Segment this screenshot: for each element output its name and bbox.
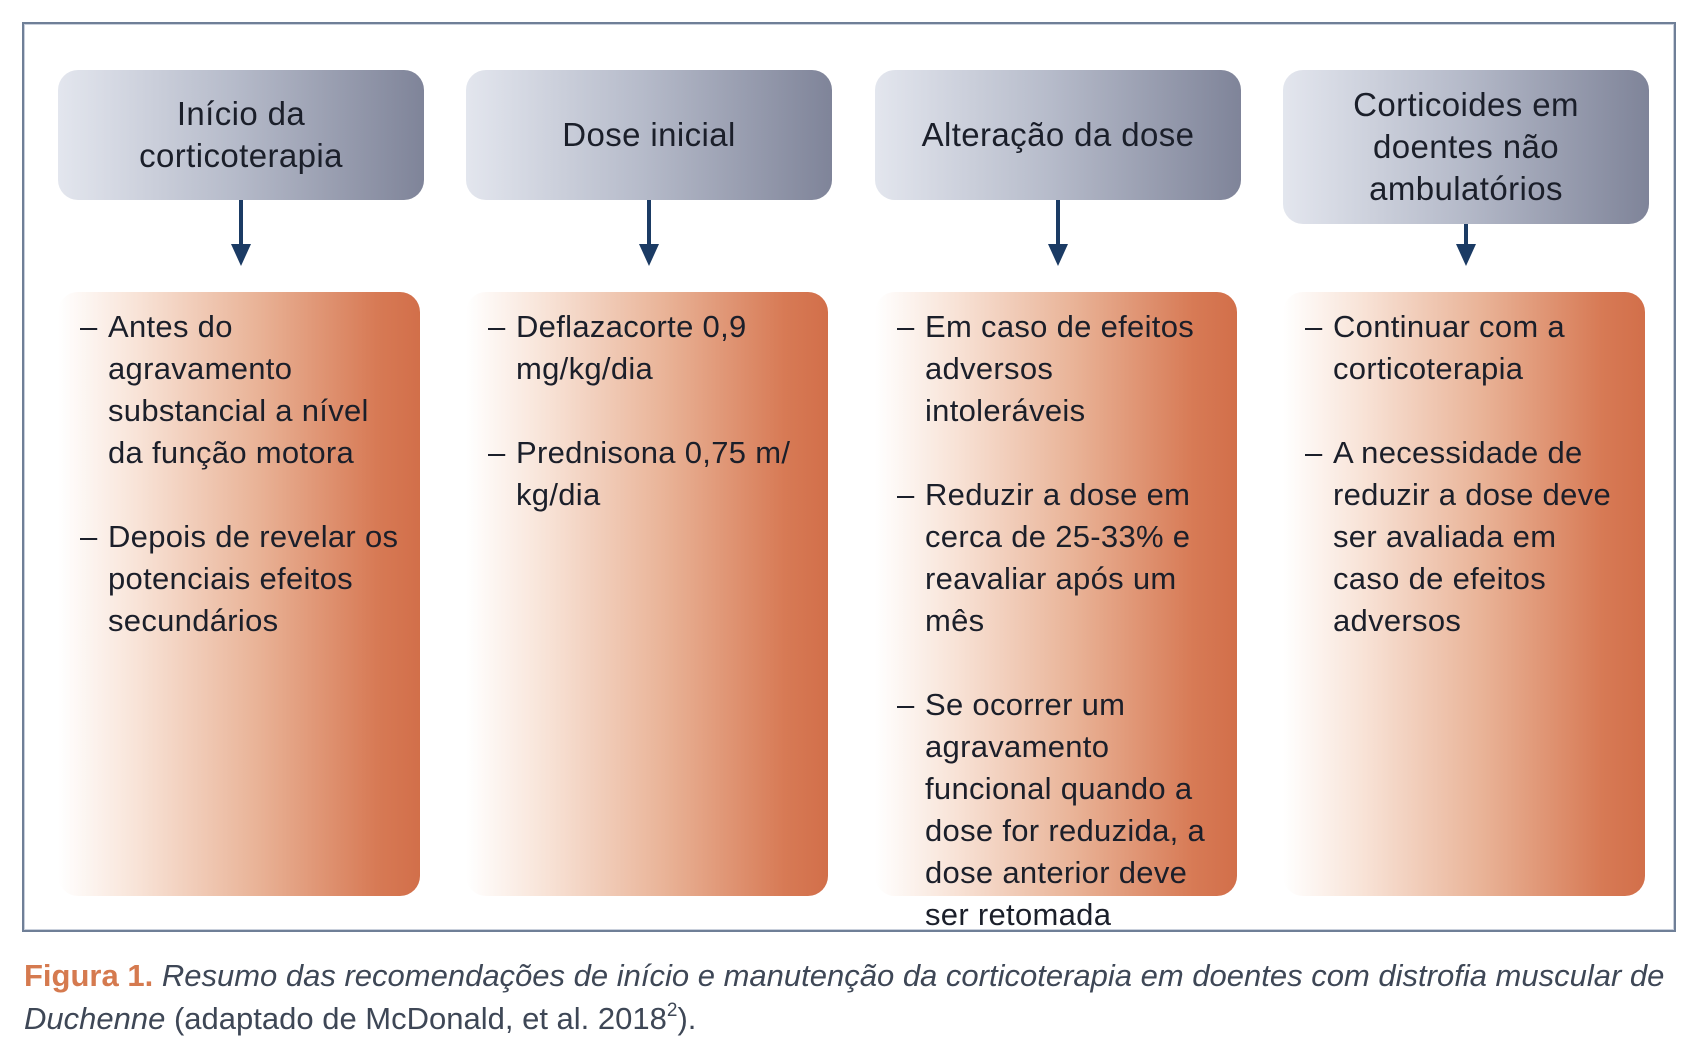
list-item: – A necessidade de reduzir a dose deve ser avaliada em caso de efeitos adversos — [1305, 432, 1627, 642]
box-inicio — [58, 292, 420, 896]
caption-citation: (adaptado de McDonald, et al. 2018 — [173, 1001, 667, 1036]
caption-italic-text: Resumo das recomendações de início e manutenção da corticoterapia em doentes com distrofia muscular de Duchenne — [24, 958, 1665, 1036]
list-item: – Reduzir a dose em cerca de 25-33% e reavaliar após um mês — [897, 474, 1219, 642]
column-nao-ambulatorios — [1283, 24, 1649, 930]
list-item: – Antes do agravamento substancial a nível da função motora — [80, 306, 402, 474]
figure-caption — [24, 954, 1674, 1040]
arrow-down-icon — [639, 200, 659, 266]
list-item: – Deflazacorte 0,9 mg/kg/dia — [488, 306, 810, 390]
header-inicio: Início da corticoterapia — [58, 70, 424, 200]
dash-bullet: – — [897, 687, 915, 722]
column-alteracao — [875, 24, 1241, 930]
arrow-down-icon — [1048, 200, 1068, 266]
dash-bullet: – — [897, 477, 915, 512]
list-item: – Prednisona 0,75 m/ kg/dia — [488, 432, 810, 516]
caption-closing: ). — [677, 1001, 697, 1036]
dash-bullet: – — [80, 309, 98, 344]
dash-bullet: – — [488, 435, 506, 470]
list-item: – Se ocorrer um agravamento funcional quando a dose for reduzida, a dose anterior deve ser retomada — [897, 684, 1219, 936]
header-nao-ambulatorios: Corticoides em doentes não ambulatórios — [1283, 70, 1649, 224]
list-item: – Continuar com a corticoterapia — [1305, 306, 1627, 390]
dash-bullet: – — [1305, 435, 1323, 470]
dash-bullet: – — [80, 519, 98, 554]
column-dose-inicial — [466, 24, 832, 930]
figure-label: Figura 1. — [24, 958, 154, 993]
header-alteracao: Alteração da dose — [875, 70, 1241, 200]
box-nao-ambulatorios — [1283, 292, 1645, 896]
dash-bullet: – — [488, 309, 506, 344]
header-dose-inicial: Dose inicial — [466, 70, 832, 200]
box-dose-inicial — [466, 292, 828, 896]
list-item: – Depois de revelar os potenciais efeitos secundários — [80, 516, 402, 642]
column-inicio — [58, 24, 424, 930]
citation-superscript: 2 — [666, 999, 678, 1021]
dash-bullet: – — [897, 309, 915, 344]
list-item: – Em caso de efeitos adversos intoleráveis — [897, 306, 1219, 432]
arrow-down-icon — [231, 200, 251, 266]
arrow-down-icon — [1456, 224, 1476, 266]
box-alteracao — [875, 292, 1237, 932]
figure-frame — [22, 22, 1676, 932]
dash-bullet: – — [1305, 309, 1323, 344]
